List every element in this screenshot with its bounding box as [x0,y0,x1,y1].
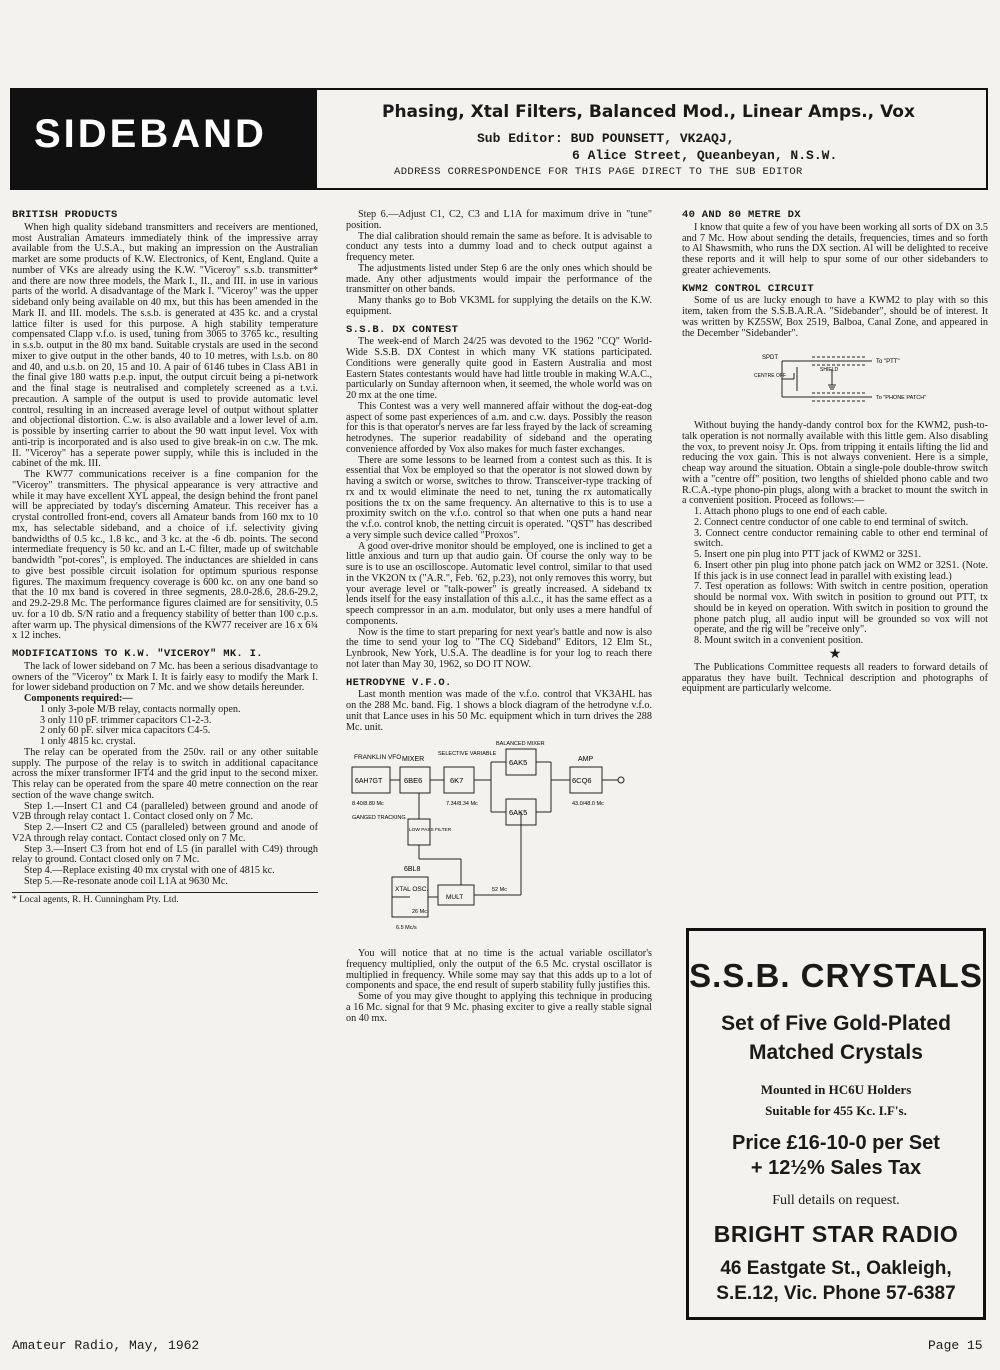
paragraph: The Publications Committee requests all readers to forward details of apparatus they have built. Technical description and photographs of equipment are particularly welcome. [682,661,988,695]
instruction-item: 3. Connect centre conductor remaining cable to other end terminal of switch. [694,527,988,550]
paragraph: Many thanks go to Bob VK3ML for supplying the details on the K.W. equipment. [346,295,652,317]
footer-page-number: Page 15 [928,1338,983,1353]
section-subtitle: Phasing, Xtal Filters, Balanced Mod., Linear Amps., Vox [382,102,915,122]
diagram-freq-label: 52 Mc [492,887,507,894]
paragraph: The lack of lower sideband on 7 Mc. has been a serious disadvantage to owners of the "Viceroy" tx Mark I. It is fairly easy to modify the Mark I. for lower sideband production on 7 Mc. and we show details hereunder. [12,660,318,694]
heading-40-80-dx: 40 AND 80 METRE DX [682,209,801,221]
instruction-item: 1. Attach phono plugs to one end of each cable. [694,506,888,517]
diagram-tube-label: 6AK5 [509,808,528,818]
ad-product [689,1009,983,1067]
diagram-label: MULT [446,894,464,902]
column-1 [12,210,318,905]
diagram-label: SELECTIVE VARIABLE [438,751,497,758]
diagram-label: MIXER [402,756,425,764]
ad-line: Suitable for 455 Kc. I.F's. [765,1103,907,1118]
component-item: 3 only 110 pF. trimmer capacitors C1-2-3. [40,714,212,726]
step-item: Step 2.—Insert C2 and C5 (paralleled) between ground and anode of V2A through relay contact. Contact closed only on 7 Mc. [12,822,318,844]
instruction-item: 7. Test operation as follows: With switch in centre position, operation should be normal vox. With switch in position to ground out PTT, tx should be in keyed on operation. With switch in position to ground the phone patch plug, all audio input will be grounded so vox will not operate, and the rig will be "receive only". [694,581,988,636]
diagram-freq-label: 7.34/8.34 Mc [446,801,478,808]
ad-price [689,1131,983,1181]
paragraph: You will notice that at no time is the actual variable oscillator's frequency multiplied, only the output of the 6.5 Mc. crystal oscillator is multiplied in frequency. While some may say that this adds up to a lot of components and space, the end result of superb stability fully justifies this. [346,948,652,992]
paragraph: When high quality sideband transmitters and receivers are mentioned, most Australian Amateurs immediately think of the impressive array available from the U.S.A., but making an impression on the Australian market are some products of K.W. Electronics, of Kent, England. Quite a number of VKs are already using the K.W. "Viceroy" s.s.b. transmitter* and there are now three models, the Mark I., II., and III. in use in various parts of the world. A disadvantage of the Mark I. "Viceroy" was the upper sideband only being available on 40 mx, but this has been amended in the Mark II. and III. models. The s.s.b. is generated at 435 kc. and a crystal lattice filter is used for this purpose. A high stability temperature compensated Clapp v.f.o. is used, tuning from 3065 to 3765 kc., resulting in s.s.b. output in the 80 mx band. Suitable crystals are used in the second mixer to give output in the other bands, 40 to 10 metres, with l.s.b. on 80 and 40, and u.s.b. on 20, 15 and 10. A pair of 6146 tubes in Class AB1 in the final give 180 watts p.e.p. input, the output circuit being a pi-network and the final stage is neutralised and completely screened as a t.v.i. precaution. A sample of the output is used to provide automatic level control, resulting in an increased average level of output without splatter and objectional distortion. C.w. is also available and a lower level of a.m. is possible by inserting carrier to about the 90 watt input level. Vox with anti-trip is incorporated and is also used to give break-in on c.w. The mk. II. "Viceroy" has a seperate power supply, while this is included in the cabinet of the mk. III. [12,221,318,470]
heading-modifications: MODIFICATIONS TO K.W. "VICEROY" MK. I. [12,648,263,660]
ad-line: Mounted in HC6U Holders [760,1082,912,1097]
footer-publication: Amateur Radio, May, 1962 [12,1338,200,1353]
switch-circuit-svg [682,345,988,411]
step-item: Step 6.—Adjust C1, C2, C3 and L1A for maximum drive in "tune" position. [346,209,652,231]
switch-label: To "PHONE PATCH" [876,395,927,402]
diagram-tube-label: 6CQ6 [572,776,592,786]
vfo-diagram-svg [346,739,652,939]
diagram-tube-label: 6BE6 [404,776,423,786]
diagram-freq-label: 6.5 Mc/s [396,925,417,932]
heading-hetrodyne-vfo: HETRODYNE V.F.O. [346,676,452,689]
step-item: Step 1.—Insert C1 and C4 (paralleled) between ground and anode of V2B through relay contact 1. Contact closed only on 7 Mc. [12,800,318,823]
address-note: ADDRESS CORRESPONDENCE FOR THIS PAGE DIRECT TO THE SUB EDITOR [394,166,803,178]
paragraph: A good over-drive monitor should be employed, one is inclined to get a little anxious and turn up that audio gain. Of course the only way to be sure is to use an oscilloscope. Automatic level control, similar to that used in the VK2ON tx ("A.R.", Feb. '62, p.23), not only removes this worry, but your average level or "talk-power" is greatly increased. A sideband tx lends itself for the easy installation of this a.l.c., it has the same effect as a speech compressor in an a.m. modulator, but only uses a mere handful of components. [346,540,652,627]
star-divider: ★ [828,646,842,662]
paragraph: Some of you may give thought to applying this technique in producing a 16 Mc. signal for that 9 Mc. phasing exciter to give a really stable signal on 40 mx. [346,991,652,1024]
diagram-tube-label: 6BL8 [404,866,421,874]
diagram-tube-label: 6AH7GT [355,778,383,786]
step-item: Step 4.—Replace existing 40 mx crystal with one of 4815 kc. [24,865,275,876]
diagram-label: XTAL OSC. [395,886,429,894]
header-title-block [12,90,317,188]
paragraph: Some of us are lucky enough to have a KWM2 to play with so this item, taken from the S.S.B.A.R.A. "Sidebander", should be of interest. It was written by KZ5SW, Box 2519, Balboa, Canal Zone, and appeared in the December "Sidebander". [682,295,988,339]
instruction-item: 8. Mount switch in a convenient position. [694,635,864,646]
instruction-item: 5. Insert one pin plug into PTT jack of KWM2 or 32S1. [694,549,922,560]
component-item: 1 only 4815 kc. crystal. [40,736,136,747]
vfo-block-diagram [346,739,652,943]
ad-tax-line: + 12½% Sales Tax [750,1157,922,1179]
paragraph: Now is the time to start preparing for next year's battle and now is also the time to send your log to "The CQ Sideband" Editors, 12 Elm St., Lynbrook, New York, U.S.A. The deadline is for your log to reach there not later than May 30, 1962, so DO IT NOW. [346,626,652,670]
diagram-label: FRANKLIN VFO [354,754,402,762]
paragraph: I know that quite a few of you have been working all sorts of DX on 3.5 and 7 Mc. How about sending the details, frequencies, times and so forth to Al Shawsmith, who runs the DX section. Al will be delighted to receive these reports and it will help to spur some of our other sidebanders to greater achievements. [682,221,988,276]
paragraph: The relay can be operated from the 250v. rail or any other suitable supply. The purpose of the relay is to switch in additional capacitance across the mixer transformer IFT4 and the grid input to the second mixer. This relay can be operated from the spare 40 metre connection on the rear section of the wave change switch. [12,746,318,801]
ad-address-line: 46 Eastgate St., Oakleigh, [720,1258,952,1279]
ad-title: S.S.B. CRYSTALS [689,957,983,994]
step-item: Step 5.—Re-resonate anode coil L1A at 9630 Mc. [24,875,228,887]
ad-price-line: Price £16-10-0 per Set [732,1132,940,1154]
heading-british-products: BRITISH PRODUCTS [12,209,118,221]
diagram-freq-label: 26 Mc [412,909,427,916]
ad-line: Set of Five Gold-Plated [721,1012,951,1035]
column-2 [346,210,652,1024]
paragraph: There are some lessons to be learned from a contest such as this. It is essential that Vox be employed so that the operator is not slowed down by having a switch or worse, switches to throw. Transceiver-type tracking of rx and tx would eliminate the need to net, tuning the rx automatically positions the tx on the same frequency. An alternative to this is to use a proximity switch on the v.f.o. control so that when one puts a hand near the v.f.o. control knob, the netting circuit is operated. "QST" has described a very simple such device called "Proxos". [346,454,652,541]
paragraph: This Contest was a very well mannered affair without the dog-eat-dog aspect of some past experiences of a.m. and c.w. days. Possibly the reason for this is that operator's nerves are far less frayed by the lack of screaming hetrodynes. The superior readability of sideband and the operating convenience afforded by Vox also makes for much faster exchanges. [346,400,652,455]
diagram-label: BALANCED MIXER [496,741,545,748]
step-item: Step 3.—Insert C3 from hot end of L5 (in parallel with C49) through relay to ground. Contact closed only on 7 Mc. [12,843,318,866]
diagram-label: GANGED TRACKING [352,815,406,822]
instruction-item: 2. Connect centre conductor of one cable to end terminal of switch. [694,516,969,528]
component-item: 2 only 60 pF. silver mica capacitors C4-5. [40,725,211,737]
heading-kwm2-control: KWM2 CONTROL CIRCUIT [682,282,815,295]
switch-label: To "PTT" [876,359,900,366]
diagram-tube-label: 6AK5 [509,758,528,768]
switch-label: CENTRE OFF [754,373,786,380]
ad-specs [689,1079,983,1121]
section-header [10,88,988,190]
switch-label: SPDT [762,355,779,362]
diagram-label: AMP [578,756,594,764]
component-item: 1 only 3-pole M/B relay, contacts normally open. [40,703,241,715]
paragraph: The adjustments listed under Step 6 are the only ones which should be made. Any other adjustments would impair the performance of the transmitter on other bands. [346,262,652,296]
paragraph: Last month mention was made of the v.f.o. control that VK3AHL has on the 288 Mc. band. Fig. 1 shows a block diagram of the hetrodyne v.f.o. unit that Lance uses in his 50 Mc. equipment which in turn drives the 288 Mc. unit. [346,689,652,733]
instruction-item: 6. Insert other pin plug into phone patch jack on WM2 or 32S1. (Note. If this jack is in use connect lead in parallel with existing lead.) [694,559,988,582]
paragraph: The dial calibration should remain the same as before. It is advisable to conduct any tests into a dummy load and to check output against a frequency meter. [346,230,652,263]
ad-details: Full details on request. [772,1193,900,1208]
diagram-freq-label: 43.0/48.0 Mc [572,801,604,808]
ad-address-line: S.E.12, Vic. Phone 57-6387 [716,1283,956,1304]
paragraph: The KW77 communications receiver is a fine companion for the "Viceroy" transmitters. The physical appearance is very attractive and while it may have excellent XYL appeal, the design behind the front panel will be appreciated by today's discerning Amateur. This receiver has a crystal controlled front-end, covers all Amateur bands from 160 mx to 10 mx, has selectable sideband, and a choice of i.f. selectivity giving bandwidths of 0.5 kc., 1.8 kc., and 3 kc. at the -6 db. points. The second intermediate frequency is 50 kc. and an L-C filter, made up of switchable bandwidth "pot-cores", is employed. The inductances are shielded in cans to give best possible circuit isolation for optimum spurious response figures. The maximum frequency coverage is 600 kc. on any one band so that the 10 mx band is covered in three segments, 28.0-28.6, 28.6-29.2, and 29.2-29.8 Mc. The performance figures claimed are for sensitivity, 0.5 uv. for a 10 db. S/N ratio and a frequency stability of better than 100 c.p.s. after warm up. The physical dimensions of the KW77 receiver are 16 x 6¾ x 12 inches. [12,469,318,642]
switch-label: SHIELD [820,367,839,374]
diagram-label: LOW PASS FILTER [409,828,452,834]
heading-ssb-dx-contest: S.S.B. DX CONTEST [346,323,459,336]
paragraph: The week-end of March 24/25 was devoted to the 1962 "CQ" World-Wide S.S.B. DX Contest in which many VK stations participated. Conditions were generally quite good in Eastern Australia and most Eastern States contestants would have had little trouble in making W.A.C., particularly on Sunday afternoon when, it seemed, the whole world was on 20 mx at the one time. [346,336,652,401]
paragraph: Without buying the handy-dandy control box for the KWM2, push-to-talk operation is not normally available with this little gem. Also disabling the vox, to prevent noisy Jr. Ops. from tripping it entails lifting the lid and reducing the vox gain. This is not always convenient. Here is a simple, cheap way around the situation. Obtain a single-pole double-throw switch with a "centre off" position, two lengths of shielded phono cable and two R.C.A.-type phono-pin plugs, along with a bracket to mount the switch in a convenient position. Proceed as follows:— [682,420,988,507]
components-heading: Components required:— [24,693,133,704]
diagram-tube-label: 6K7 [450,776,464,786]
sub-editor-block: Sub Editor: BUD POUNSETT, VK2AQJ, 6 Alice Street, Queanbeyan, N.S.W. [477,131,838,163]
advertisement-box [686,928,986,1320]
ad-address [689,1256,983,1306]
ad-company: BRIGHT STAR RADIO [713,1221,959,1247]
ad-line: Matched Crystals [749,1041,923,1064]
switch-circuit-diagram [682,345,988,415]
footnote: * Local agents, R. H. Cunningham Pty. Ltd. [12,892,318,906]
section-title: SIDEBAND [34,112,267,156]
diagram-freq-label: 8.40/8.80 Mc [352,801,384,808]
column-3 [682,210,988,695]
